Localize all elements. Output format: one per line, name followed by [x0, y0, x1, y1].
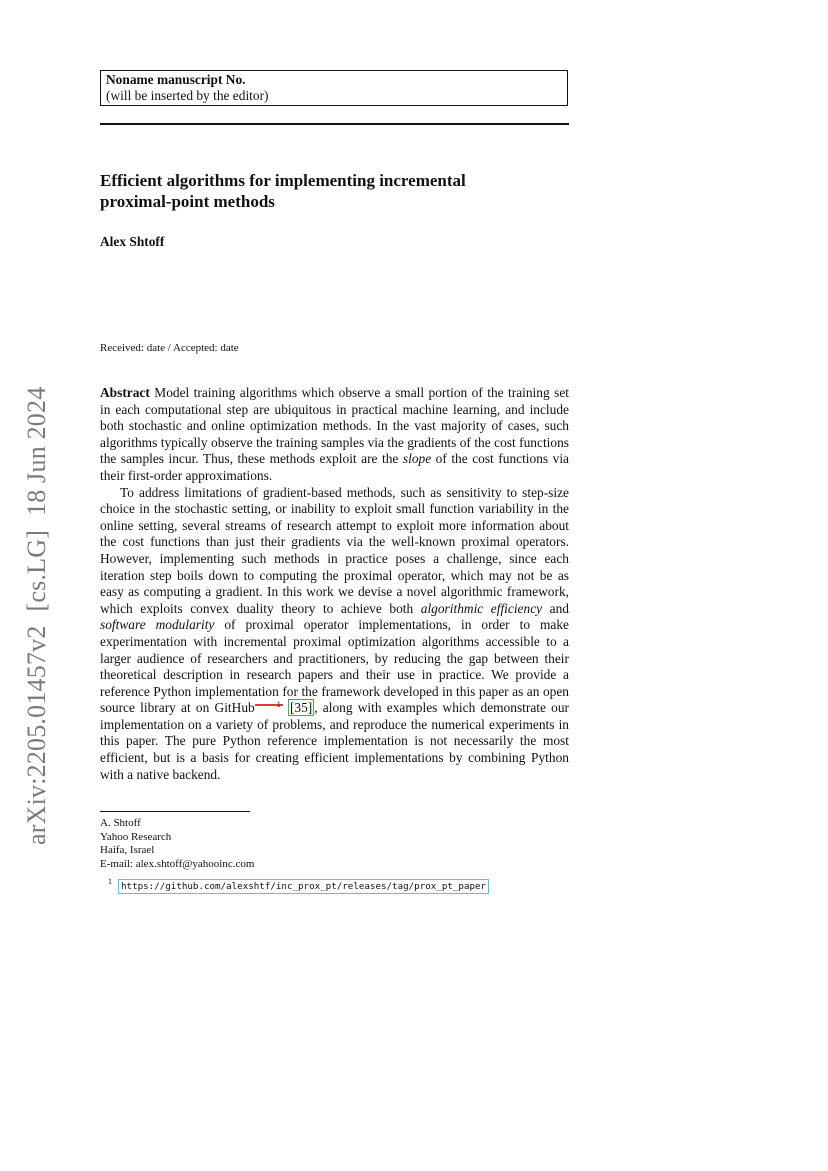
- title-line-2: proximal-point methods: [100, 192, 275, 211]
- affiliation-city: Haifa, Israel: [100, 844, 155, 857]
- received-dates: Received: date / Accepted: date: [100, 342, 239, 354]
- footnote-link[interactable]: 1: [255, 704, 283, 706]
- title-line-1: Efficient algorithms for implementing incremental: [100, 171, 466, 190]
- affiliation-org: Yahoo Research: [100, 830, 172, 843]
- manuscript-number: Noname manuscript No.: [106, 72, 246, 87]
- author-name: Alex Shtoff: [100, 234, 165, 249]
- header-rule: [100, 123, 569, 125]
- abstract-paragraph-2: To address limitations of gradient-based methods, such as sensitivity to step-size choice in the stochastic setting, or inability to exploit small function variability in the online setting, several streams of research attempt to exploit more information about the cost functions than just their gradients via the well-known proximal operators. However, implementing such methods in practice poses a challenge, since each iteration step boils down to computing the proximal operator, which may not be as easy as computing a gradient. In this work we devise a novel algorithmic framework, which exploits convex duality theory to achieve both algorithmic efficiency and software modularity of proximal operator implementations, in order to make experimentation with incremental proximal optimization algorithms accessible to a larger audience of researchers and practitioners, by reducing the gap between their theoretical description in research papers and their use in practice. We provide a reference Python implementation for the framework developed in this paper as an open source library at on GitHub 1 [35] , along with examples which demonstrate our implementation on a variety of problems, and reproduce the numerical experiments in this paper. The pure Python reference implementation is not necessarily the most efficient, but is a basis for creating efficient implementations by combining Python with a native backend.: [100, 484, 569, 782]
- affiliation-block: [100, 817, 254, 871]
- citation-link[interactable]: [35]: [289, 700, 313, 716]
- footnote-number: 1: [108, 877, 112, 886]
- arxiv-category: [cs.LG]: [22, 529, 51, 612]
- affiliation-name: A. Shtoff: [100, 817, 141, 829]
- affiliation-email: E-mail: alex.shtoff@yahooinc.com: [100, 857, 255, 870]
- arxiv-stamp: [22, 373, 52, 845]
- footnote-rule: [100, 811, 250, 812]
- abstract-paragraph-1: Abstract Model training algorithms which observe a small portion of the training set in each computational step are ubiquitous in practical machine learning, and include both stochastic and online optimization methods. In the vast majority of cases, such algorithms typically observe the training samples via the gradients of the cost functions the samples incur. Thus, these methods exploit are the slope of the cost functions via their first-order approximations.: [100, 385, 569, 483]
- paper-title: [100, 170, 570, 212]
- footnote: [108, 877, 489, 892]
- abstract-heading: Abstract: [100, 385, 150, 400]
- arxiv-id: arXiv:2205.01457v2: [22, 625, 51, 845]
- journal-header-box: [100, 70, 568, 106]
- github-url-link[interactable]: https://github.com/alexshtf/inc_prox_pt/releases/tag/prox_pt_paper: [118, 879, 489, 894]
- abstract: [100, 385, 569, 783]
- editor-note: (will be inserted by the editor): [106, 88, 269, 103]
- arxiv-date: 18 Jun 2024: [22, 386, 51, 516]
